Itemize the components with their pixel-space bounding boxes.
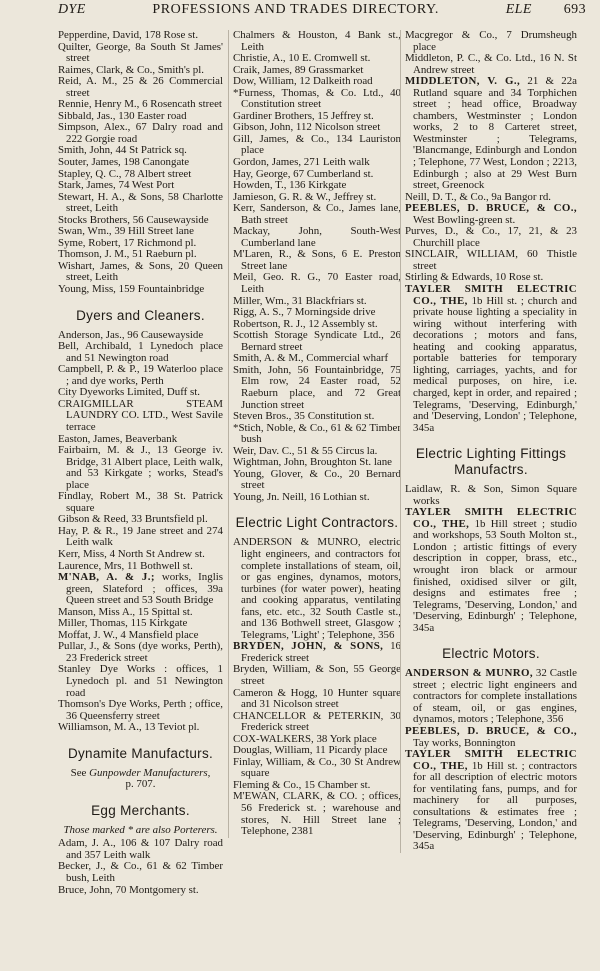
list-item: Kerr, Miss, 4 North St Andrew st.: [58, 547, 205, 560]
list-item: TAYLER SMITH ELECTRIC CO., THE, 1b Hill st. ; church and private house lighting a speciality in wiring without interfering with decorations ; motors and fans, heating and cooking apparatus, portable batteries for temporary lighting, carriages, yachts, and for medical purposes, on hire, i.e. charged, kept in order, and repaired ; Telegrams, 'Deserving, Edinburgh,' and 'Deserving, London' ; Telephone, 345a: [405, 283, 577, 434]
list-item: Macgregor & Co., 7 Drumsheugh place: [405, 29, 577, 53]
list-b: [58, 330, 223, 572]
list-item: Laurence, Mrs, 11 Bothwell st.: [58, 559, 193, 572]
list-d: [58, 838, 223, 896]
list-item: PEEBLES, D. BRUCE, & CO., West Bowling-green st.: [405, 202, 577, 226]
list-item: Findlay, Robert M., 38 St. Patrick square: [58, 490, 223, 514]
list-item: Bruce, John, 70 Montgomery st.: [58, 883, 199, 896]
list-item: Hay, P. & R., 19 Jane street and 274 Leith walk: [58, 524, 223, 549]
list-item: Stanley Dye Works : offices, 1 Lynedoch pl. and 51 Newington road: [58, 663, 223, 699]
list-item: Anderson, Jas., 96 Causewayside: [58, 328, 204, 341]
list-item: Wishart, James, & Sons, 20 Queen street, Leith: [58, 259, 223, 284]
list-item: Laidlaw, R. & Son, Simon Square works: [405, 483, 577, 507]
list-item: Robertson, R. J., 12 Assembly st.: [233, 317, 378, 330]
list-item: Neill, D. T., & Co., 9a Bangor rd.: [405, 190, 551, 203]
page-header: [58, 2, 586, 26]
list-item: Douglas, William, 11 Picardy place: [233, 744, 388, 757]
list-item: Souter, James, 198 Canongate: [58, 156, 190, 169]
page-number: 693: [563, 2, 586, 17]
list-item: Scottish Storage Syndicate Ltd., 26 Bernard street: [233, 329, 401, 353]
list-item: CHANCELLOR & PETERKIN, 30 Frederick street: [233, 709, 401, 734]
list-item: Reid, A. M., 25 & 26 Commercial street: [58, 75, 223, 99]
list-item: Mackay, John, South-West Cumberland lane: [233, 225, 401, 249]
header-left-word: DYE: [58, 2, 86, 17]
heading-dynamite: Dynamite Manufacturs.: [67, 745, 214, 761]
list-item: Simpson, Alex., 67 Dalry road and 222 Gorgie road: [58, 121, 223, 145]
list-item: Syme, Robert, 17 Richmond pl.: [58, 236, 197, 249]
list-item: Kerr, Sanderson, & Co., James lane, Bath street: [233, 202, 401, 226]
list-item: Christie, A., 10 E. Cromwell st.: [233, 52, 371, 65]
list-item: COX-WALKERS, 38 York place: [233, 732, 377, 745]
list-item: Purves, D., & Co., 17, 21, & 23 Churchill place: [405, 225, 577, 249]
list-item: Pullar, J., & Sons (dye works, Perth), 23 Frederick street: [58, 640, 223, 664]
list-item: Stark, James, 74 West Port: [58, 179, 175, 192]
list-item: Rennie, Henry M., 6 Rosencath street: [58, 98, 222, 111]
list-item: Chalmers & Houston, 4 Bank st., Leith: [233, 29, 401, 53]
list-item: ANDERSON & MUNRO, 32 Castle street ; electric light engineers and contractors for complete installations of steam, oil, or gas engines, dynamos, motors ; Telephone, 356: [405, 667, 577, 726]
list-item: Bell, Archibald, 1 Lynedoch place and 51 Newington road: [58, 340, 223, 364]
list-item: Finlay, William, & Co., 30 St Andrew square: [233, 755, 401, 780]
list-item: Stewart, H. A., & Sons, 58 Charlotte street, Leith: [58, 190, 223, 215]
list-item: CRAIGMILLAR STEAM LAUNDRY CO. LTD., West Savile terrace: [58, 397, 223, 433]
list-item: M'EWAN, CLARK, & CO. ; offices, 56 Frederick st. ; warehouse and stores, N. Hill Street lane ; Telephone, 2381: [233, 790, 401, 838]
list-item: TAYLER SMITH ELECTRIC CO., THE, 1b Hill street ; studio and workshops, 53 South Molton st., London ; artistic fittings of every description in copper, brass, etc., wrought iron black or armour finished, oxidised silver or gilt, designs and estimates free ; Telegrams, 'Deserving, London,' and 'Deserving, Edinburgh' ; Telephone, 345a: [405, 506, 577, 634]
list-item: Wightman, John, Broughton St. lane: [233, 456, 392, 469]
list-item: Pepperdine, David, 178 Rose st.: [58, 29, 199, 41]
list-item: Thomson's Dye Works, Perth ; office, 36 Queensferry street: [58, 698, 223, 722]
list-item: Gordon, James, 271 Leith walk: [233, 156, 370, 169]
heading-egg-merchants: Egg Merchants.: [91, 802, 190, 818]
list-item: Craik, James, 89 Grassmarket: [233, 63, 364, 76]
list-item: Stocks Brothers, 56 Causewayside: [58, 213, 209, 226]
list-item: Fleming & Co., 15 Chamber st.: [233, 778, 371, 791]
list-item: M'NAB, A. & J.; works, Inglis green, Slateford ; offices, 39a Queen street and 53 South Bridge: [58, 571, 223, 607]
list-item: Raimes, Clark, & Co., Smith's pl.: [58, 63, 204, 76]
list-item: Hay, George, 67 Cumberland st.: [233, 167, 374, 180]
list-item: Meil, Geo. R. G., 70 Easter road, Leith: [233, 271, 401, 296]
list-item: TAYLER SMITH ELECTRIC CO., THE, 1b Hill st. ; contractors for all description of electric motors for ventilating fans, pumps, and for machinery for all purposes, consultations & estimates free ; Telegrams, 'Deserving, London,' and 'Deserving, Edinburgh' ; Telephone, 345a: [405, 748, 577, 853]
header-right-word: ELE: [505, 2, 532, 17]
list-item: Gibson, John, 112 Nicolson street: [233, 121, 381, 134]
list-item: ANDERSON & MUNRO, electric light engineers, and contractors for complete installations of steam, oil, or gas engines, dynamos, motors, turbines (for water power), heating and cooking apparatus, ventilating fans, etc. etc., 32 South Castle st., and 136 Bothwell street, Glasgow ; Telegrams, 'Light' ; Telephone, 356: [233, 536, 401, 641]
list-a: [405, 30, 577, 76]
column-3: [400, 30, 577, 853]
list-item: BRYDEN, JOHN, & SONS, 16 Frederick street: [233, 640, 401, 664]
column-1: [58, 30, 223, 896]
list-item: Weir, Dav. C., 51 & 55 Circus la.: [233, 444, 378, 457]
list-item: Sibbald, Jas., 130 Easter road: [58, 109, 187, 122]
list-item: Young, Glover, & Co., 20 Bernard street: [233, 467, 401, 492]
list-item: Quilter, George, 8a South St James' street: [58, 40, 223, 65]
list-item: Miller, Thomas, 115 Kirkgate: [58, 617, 188, 630]
list-item: Miller, Wm., 31 Blackfriars st.: [233, 294, 367, 307]
list-item: *Furness, Thomas, & Co. Ltd., 40 Constitution street: [233, 86, 401, 111]
list-item: Gardiner Brothers, 15 Jeffrey st.: [233, 109, 374, 122]
list-item: PEEBLES, D. BRUCE, & CO., Tay works, Bonnington: [405, 724, 577, 749]
see-reference: See Gunpowder Manufacturers,: [70, 766, 211, 779]
list-item: Jamieson, G. R. & W., Jeffrey st.: [233, 190, 377, 203]
see-page: p. 707.: [125, 778, 156, 791]
list-item: Smith, A. & M., Commercial wharf: [233, 352, 389, 365]
list-item: Dow, William, 12 Dalkeith road: [233, 75, 373, 88]
heading-lighting-fittings: Electric Lighting Fittings Manufactrs.: [415, 446, 567, 478]
column-2: [228, 30, 401, 838]
egg-note: Those marked * are also Porterers.: [63, 823, 218, 836]
list-item: Stapley, Q. C., 78 Albert street: [58, 167, 192, 180]
list-item: Adam, J. A., 106 & 107 Dalry road and 357 Leith walk: [58, 837, 223, 861]
list-item: Moffat, J. W., 4 Mansfield place: [58, 628, 199, 641]
list-item: Steven Bros., 35 Constitution st.: [233, 410, 375, 423]
list-item: Young, Jn. Neill, 16 Lothian st.: [233, 490, 370, 503]
list-item: Middleton, P. C., & Co. Ltd., 16 N. St Andrew street: [405, 52, 577, 76]
list-item: Gibson & Reed, 33 Bruntsfield pl.: [58, 513, 208, 526]
list-item: Young, Miss, 159 Fountainbridge: [58, 283, 205, 296]
heading-electric-motors: Electric Motors.: [442, 646, 540, 662]
heading-electric-light-contractors: Electric Light Contractors.: [235, 515, 399, 531]
list-item: Fairbairn, M. & J., 13 George iv. Bridge, 31 Albert place, Leith walk, and 53 Kirkgate ; works, Stead's place: [58, 444, 223, 491]
list-item: Becker, J., & Co., 61 & 62 Timber bush, Leith: [58, 860, 223, 884]
list-item: Williamson, M. A., 13 Teviot pl.: [58, 721, 200, 734]
list-item: Bryden, William, & Son, 55 George street: [233, 663, 401, 687]
list-item: Rigg, A. S., 7 Morningside drive: [233, 306, 376, 319]
list-item: M'Laren, R., & Sons, 6 E. Preston Street lane: [233, 248, 401, 272]
list-item: *Stich, Noble, & Co., 61 & 62 Timber bush: [233, 421, 401, 446]
list-item: MIDDLETON, V. G., 21 & 22a Rutland square and 34 Torphichen street ; head office, Broadway chambers, Westminster ; London works, 2 to 8 Carteret street, Westminster ; Telegrams, 'Blancmange, Edinburgh and London ; Telephone, 77 West, London ; 2213, Edinburgh ; also at 29 West Burn street, Greenock: [405, 75, 577, 192]
list-item: Swan, Wm., 39 Hill Street lane: [58, 225, 194, 238]
list-item: Smith, John, 56 Fountainbridge, 75 Elm row, 24 Easter road, 52 Raeburn place, and 72 Great Junction street: [233, 363, 401, 411]
list-a: [233, 30, 401, 503]
list-item: Easton, James, Beaverbank: [58, 432, 178, 445]
list-a: [58, 30, 223, 296]
list-item: City Dyeworks Limited, Duff st.: [58, 386, 200, 399]
list-item: SINCLAIR, WILLIAM, 60 Thistle street: [405, 248, 577, 272]
list-item: Howden, T., 136 Kirkgate: [233, 179, 347, 192]
list-item: Manson, Miss A., 15 Spittal st.: [58, 605, 193, 618]
list-item: Campbell, P. & P., 19 Waterloo place ; and dye works, Perth: [58, 363, 223, 387]
list-b: [233, 664, 401, 837]
header-right: [506, 2, 586, 18]
list-item: Smith, John, 44 St Patrick sq.: [58, 144, 187, 157]
heading-dyers-cleaners: Dyers and Cleaners.: [76, 307, 205, 323]
list-item: Gill, James, & Co., 134 Lauriston place: [233, 132, 401, 157]
list-item: Cameron & Hogg, 10 Hunter square and 31 Nicolson street: [233, 686, 401, 711]
header-title: PROFESSIONS AND TRADES DIRECTORY.: [152, 2, 439, 17]
list-item: Thomson, J. M., 51 Raeburn pl.: [58, 248, 197, 261]
list-c: [58, 607, 223, 734]
list-item: Stirling & Edwards, 10 Rose st.: [405, 271, 544, 284]
